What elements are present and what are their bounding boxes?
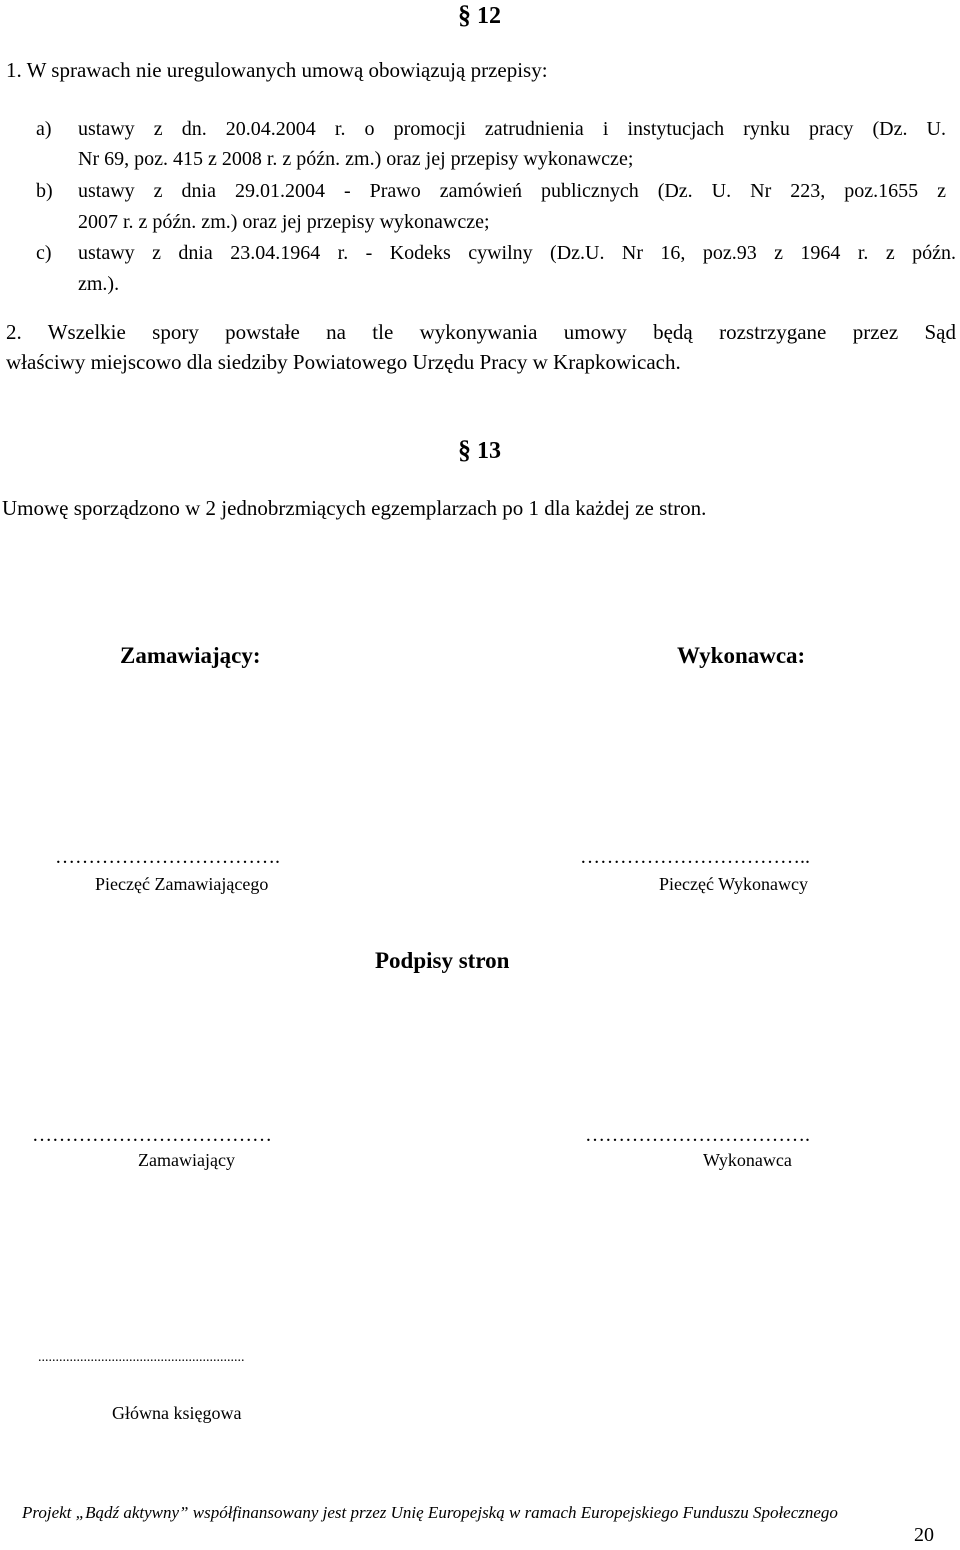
signature-right-label: Wykonawca: [703, 1150, 792, 1170]
section-12-heading: [458, 0, 501, 30]
stamp-left-label: Pieczęć Zamawiającego: [95, 874, 269, 894]
stamp-left-line: …………………………….: [55, 846, 280, 868]
party-right-title: Wykonawca:: [677, 643, 806, 668]
accountant-line: ...........................................................: [38, 1350, 245, 1365]
section-number: 13: [477, 438, 501, 464]
list-marker-a: a): [36, 118, 52, 140]
section-symbol: §: [458, 0, 471, 29]
stamp-right-label: Pieczęć Wykonawcy: [659, 874, 809, 894]
list-item-c-line2: zm.).: [78, 273, 120, 295]
accountant-label: Główna księgowa: [112, 1403, 242, 1423]
signature-right-line: …………………………….: [585, 1124, 810, 1146]
list-item-a-line1: ustawy z dn. 20.04.2004 r. o promocji zatrudnienia i instytucjach rynku pracy (Dz. U.: [78, 118, 946, 140]
section-symbol: §: [458, 435, 471, 464]
stamp-right-line: ……………………………..: [580, 846, 810, 868]
para13-text: Umowę sporządzono w 2 jednobrzmiących egzemplarzach po 1 dla każdej ze stron.: [2, 496, 707, 520]
list-item-c-line1: ustawy z dnia 23.04.1964 r. - Kodeks cywilny (Dz.U. Nr 16, poz.93 z 1964 r. z późn.: [78, 242, 956, 264]
page-number: 20: [914, 1524, 934, 1546]
signature-left-line: ………………………………: [32, 1124, 272, 1146]
signatures-title: Podpisy stron: [375, 948, 510, 973]
para1-heading: 1. W sprawach nie uregulowanych umową obowiązują przepisy:: [6, 58, 548, 82]
list-item-b-line2: 2007 r. z późn. zm.) oraz jej przepisy wykonawcze;: [78, 211, 490, 233]
signature-left-label: Zamawiający: [138, 1150, 235, 1170]
list-marker-b: b): [36, 180, 53, 202]
para2-line1: 2. Wszelkie spory powstałe na tle wykonywania umowy będą rozstrzygane przez Sąd: [6, 320, 956, 344]
list-item-b-line1: ustawy z dnia 29.01.2004 - Prawo zamówień publicznych (Dz. U. Nr 223, poz.1655 z: [78, 180, 946, 202]
section-number: 12: [477, 3, 501, 29]
party-left-title: Zamawiający:: [120, 643, 261, 668]
list-marker-c: c): [36, 242, 52, 264]
section-13-heading: [458, 435, 501, 465]
para2-line2: właściwy miejscowo dla siedziby Powiatowego Urzędu Pracy w Krapkowicach.: [6, 350, 681, 374]
list-item-a-line2: Nr 69, poz. 415 z 2008 r. z późn. zm.) oraz jej przepisy wykonawcze;: [78, 148, 634, 170]
footer-text: Projekt „Bądź aktywny” współfinansowany jest przez Unię Europejską w ramach Europejskiego Funduszu Społecznego: [22, 1503, 838, 1522]
